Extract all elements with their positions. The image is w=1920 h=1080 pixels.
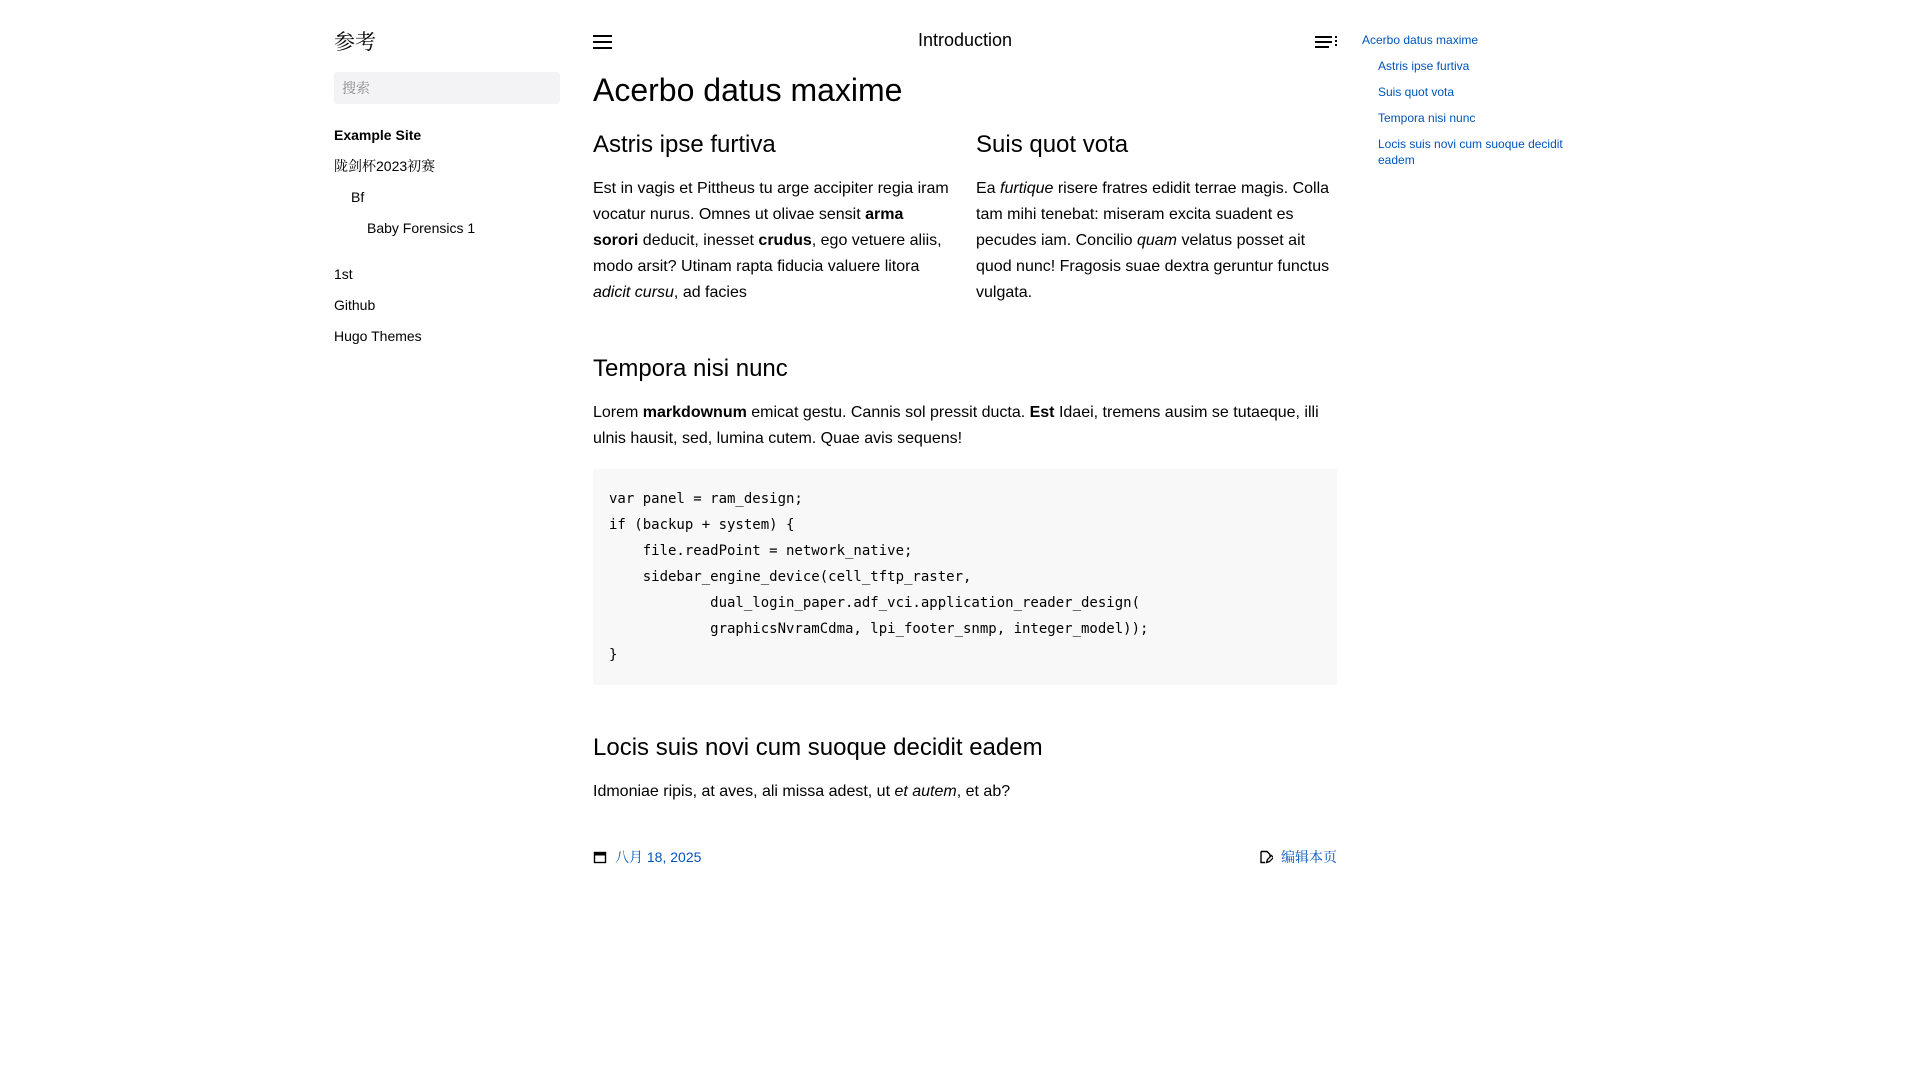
section-heading: Tempora nisi nunc (593, 355, 788, 382)
section-tempora (593, 354, 1337, 685)
toc-item-locis[interactable]: Locis suis novi cum suoque decidit eadem (1378, 137, 1563, 167)
section-paragraph: Ea furtique risere fratres edidit terrae magis. Colla tam mihi tenebat: miseram excita suadent es pecudes iam. Concilio quam velatus posset ait quod nunc! Fragosis suae dextra geruntur functus vulgata. (976, 180, 1330, 301)
code-line: dual_login_paper.adf_vci.application_reader_design( (609, 595, 1141, 611)
section-suis (976, 130, 1336, 306)
sidebar-item-1st[interactable]: 1st (334, 266, 353, 282)
sidebar-item-longjianbei-2023[interactable]: 陇剑杯2023初赛 (334, 158, 436, 174)
section-heading: Astris ipse furtiva (593, 131, 776, 158)
page-footer (593, 847, 1337, 867)
toc-item-astris[interactable]: Astris ipse furtiva (1378, 59, 1470, 73)
site-brand[interactable]: 参考 (334, 31, 376, 54)
sidebar-item-bf[interactable]: Bf (351, 189, 365, 205)
toc-item-acerbo[interactable]: Acerbo datus maxime (1362, 33, 1479, 47)
section-paragraph: Est in vagis et Pittheus tu arge accipiter regia iram vocatur nurus. Omnes ut olivae sensit arma sorori deducit, inesset crudus, ego vetuere aliis, modo arsit? Utinam rapta fiducia valuere litora adicit cursu, ad facies (593, 180, 949, 301)
code-line: sidebar_engine_device(cell_tftp_raster, (609, 569, 972, 585)
sidebar-item-example-site[interactable]: Example Site (334, 127, 422, 143)
date-link[interactable]: 八月 18, 2025 (615, 849, 702, 865)
edit-icon (1259, 850, 1273, 864)
sidebar-item-baby-forensics-1[interactable]: Baby Forensics 1 (367, 220, 476, 236)
sidebar (334, 26, 560, 352)
last-modified (593, 847, 701, 867)
article (593, 70, 1337, 805)
calendar-icon (593, 850, 607, 864)
code-line: var panel = ram_design; (609, 491, 803, 507)
code-line: file.readPoint = network_native; (609, 543, 913, 559)
toc-item-tempora[interactable]: Tempora nisi nunc (1378, 111, 1476, 125)
section-locis (593, 733, 1337, 805)
code-line: graphicsNvramCdma, lpi_footer_snmp, integer_model)); (609, 621, 1149, 637)
section-paragraph: Lorem markdownum emicat gestu. Cannis sol pressit ducta. Est Idaei, tremens ausim se tutaeque, illi ulnis hausit, sed, lumina cutem. Quae avis sequens! (593, 404, 1319, 447)
edit-page (1259, 847, 1337, 867)
sidebar-nav (334, 120, 560, 352)
edit-page-link[interactable]: 编辑本页 (1281, 849, 1337, 865)
code-line: if (backup + system) { (609, 517, 795, 533)
code-line: } (609, 647, 618, 663)
two-column-section (593, 130, 1337, 306)
section-astris (593, 130, 953, 306)
page-title: Introduction (917, 30, 1013, 50)
main-content (593, 26, 1337, 867)
nav-spacer (334, 244, 560, 259)
table-of-contents (1362, 32, 1582, 178)
toc-item-suis[interactable]: Suis quot vota (1378, 85, 1455, 99)
search-input[interactable] (334, 72, 560, 104)
toc-icon[interactable] (1315, 36, 1337, 50)
article-title: Acerbo datus maxime (593, 72, 903, 108)
section-heading: Locis suis novi cum suoque decidit eadem (593, 734, 1043, 761)
sidebar-item-hugo-themes[interactable]: Hugo Themes (334, 328, 422, 344)
code-block (593, 469, 1337, 685)
page-header (593, 26, 1337, 62)
sidebar-item-github[interactable]: Github (334, 297, 376, 313)
section-paragraph: Idmoniae ripis, at aves, ali missa adest, ut et autem, et ab? (593, 783, 1011, 800)
section-heading: Suis quot vota (976, 131, 1129, 158)
